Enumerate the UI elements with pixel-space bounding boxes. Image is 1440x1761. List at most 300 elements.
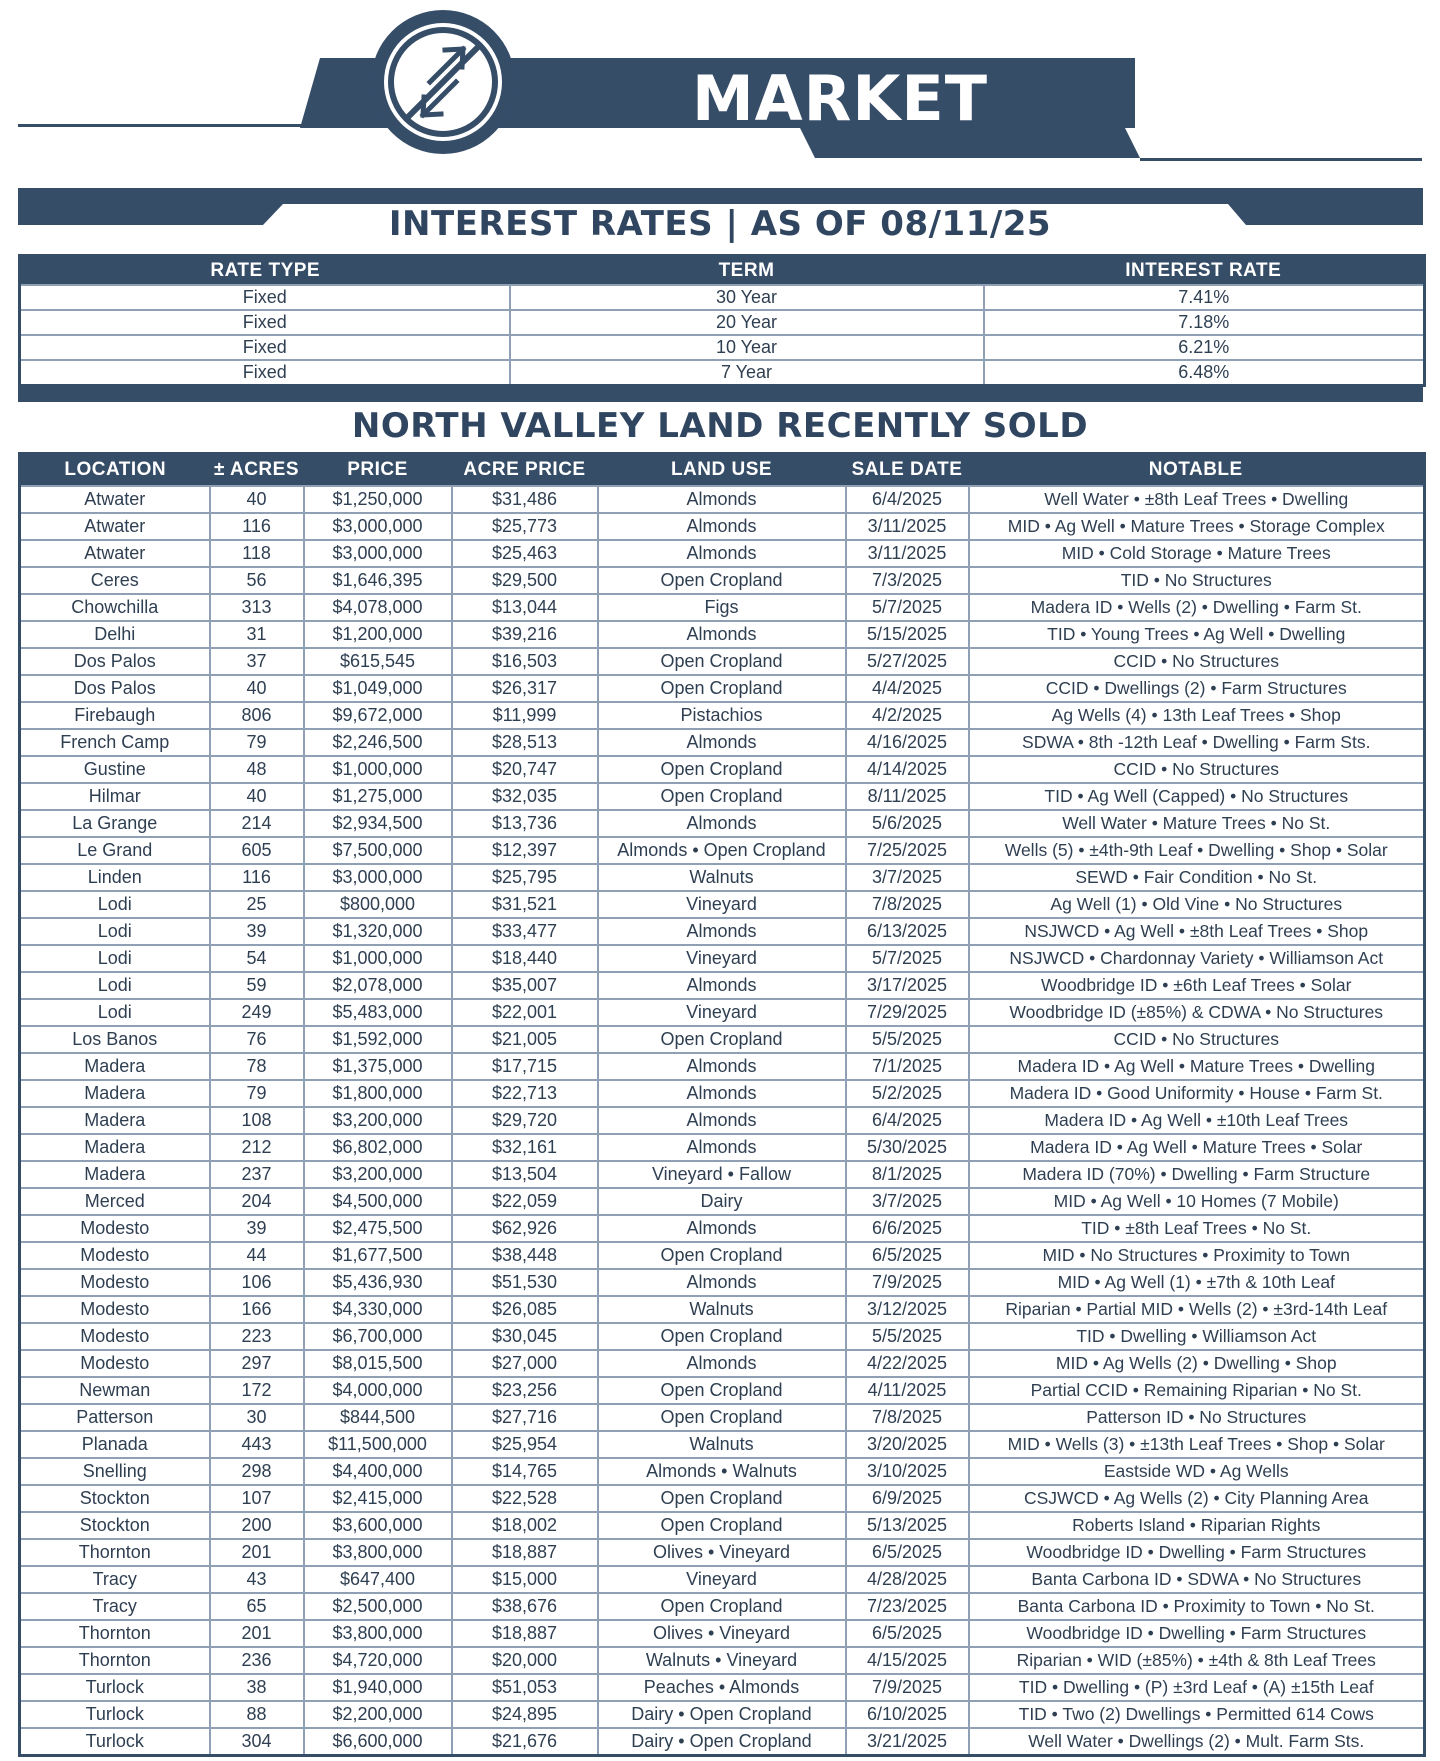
acre-price-cell: $25,795 [452,864,598,891]
interest-rate-cell: 7.18% [984,310,1425,335]
land-use-cell: Almonds [598,810,846,837]
acres-cell: 443 [210,1431,304,1458]
location-cell: Tracy [20,1566,210,1593]
sale-date-cell: 3/7/2025 [846,864,969,891]
sale-date-cell: 6/5/2025 [846,1242,969,1269]
sale-date-cell: 7/9/2025 [846,1674,969,1701]
acres-cell: 223 [210,1323,304,1350]
acre-price-header: ACRE PRICE [452,454,598,487]
location-cell: Atwater [20,513,210,540]
location-cell: Gustine [20,756,210,783]
location-cell: Lodi [20,945,210,972]
price-cell: $3,200,000 [304,1107,452,1134]
acre-price-cell: $26,317 [452,675,598,702]
table-row [20,1620,1425,1647]
acre-price-cell: $22,713 [452,1080,598,1107]
location-cell: Snelling [20,1458,210,1485]
location-cell: Modesto [20,1350,210,1377]
land-use-cell: Open Cropland [598,1323,846,1350]
price-cell: $4,720,000 [304,1647,452,1674]
interest-rate-cell: 7.41% [984,285,1425,310]
notable-cell: Madera ID • Wells (2) • Dwelling • Farm St. [969,594,1425,621]
rate-type-cell: Fixed [20,285,510,310]
price-cell: $3,600,000 [304,1512,452,1539]
location-cell: Atwater [20,540,210,567]
acres-cell: 54 [210,945,304,972]
table-row [20,360,1425,386]
acre-price-cell: $13,504 [452,1161,598,1188]
land-use-cell: Open Cropland [598,1512,846,1539]
location-cell: Delhi [20,621,210,648]
acre-price-cell: $51,053 [452,1674,598,1701]
sale-date-cell: 5/7/2025 [846,594,969,621]
sale-date-cell: 7/1/2025 [846,1053,969,1080]
interest-rate-cell: 6.48% [984,360,1425,386]
table-row [20,1215,1425,1242]
acres-cell: 31 [210,621,304,648]
sale-date-cell: 6/5/2025 [846,1539,969,1566]
table-row [20,1728,1425,1756]
acre-price-cell: $20,747 [452,756,598,783]
location-cell: Madera [20,1134,210,1161]
notable-cell: Riparian • Partial MID • Wells (2) • ±3rd-14th Leaf [969,1296,1425,1323]
sale-date-cell: 5/7/2025 [846,945,969,972]
notable-cell: Ag Well (1) • Old Vine • No Structures [969,891,1425,918]
price-cell: $3,800,000 [304,1620,452,1647]
location-cell: Tracy [20,1593,210,1620]
land-use-cell: Open Cropland [598,1485,846,1512]
price-cell: $3,000,000 [304,540,452,567]
acre-price-cell: $22,528 [452,1485,598,1512]
sale-date-cell: 4/15/2025 [846,1647,969,1674]
acre-price-cell: $32,035 [452,783,598,810]
land-use-cell: Dairy • Open Cropland [598,1728,846,1756]
land-use-cell: Open Cropland [598,567,846,594]
table-row [20,864,1425,891]
acres-cell: 43 [210,1566,304,1593]
land-use-cell: Vineyard [598,999,846,1026]
acres-header: ± ACRES [210,454,304,487]
rates-section-title: INTEREST RATES | AS OF 08/11/25 [388,204,1052,244]
table-row [20,513,1425,540]
acre-price-cell: $23,256 [452,1377,598,1404]
sale-date-cell: 5/2/2025 [846,1080,969,1107]
acres-cell: 39 [210,1215,304,1242]
acres-cell: 201 [210,1620,304,1647]
sale-date-cell: 5/13/2025 [846,1512,969,1539]
acres-cell: 118 [210,540,304,567]
location-cell: Linden [20,864,210,891]
acre-price-cell: $29,500 [452,567,598,594]
table-row [20,1269,1425,1296]
table-row [20,1404,1425,1431]
sale-date-cell: 6/6/2025 [846,1215,969,1242]
sales-section-title: NORTH VALLEY LAND RECENTLY SOLD [0,402,1440,450]
rates-header-row [20,256,1425,286]
acres-cell: 313 [210,594,304,621]
acres-cell: 237 [210,1161,304,1188]
price-cell: $4,400,000 [304,1458,452,1485]
land-use-cell: Almonds [598,540,846,567]
acres-cell: 116 [210,513,304,540]
location-cell: Turlock [20,1674,210,1701]
price-cell: $6,600,000 [304,1728,452,1756]
location-cell: Chowchilla [20,594,210,621]
table-row [20,1026,1425,1053]
acres-cell: 40 [210,783,304,810]
acre-price-cell: $12,397 [452,837,598,864]
table-row [20,891,1425,918]
table-row [20,837,1425,864]
land-use-cell: Figs [598,594,846,621]
price-cell: $9,672,000 [304,702,452,729]
notable-cell: Well Water • ±8th Leaf Trees • Dwelling [969,486,1425,513]
acre-price-cell: $29,720 [452,1107,598,1134]
sale-date-cell: 5/15/2025 [846,621,969,648]
interest-rates-table [18,254,1426,387]
table-row [20,999,1425,1026]
table-row [20,1188,1425,1215]
table-row [20,285,1425,310]
acre-price-cell: $15,000 [452,1566,598,1593]
location-cell: Stockton [20,1512,210,1539]
acre-price-cell: $39,216 [452,621,598,648]
sale-date-header: SALE DATE [846,454,969,487]
acres-cell: 297 [210,1350,304,1377]
notable-cell: CCID • No Structures [969,756,1425,783]
notable-cell: Madera ID • Ag Well • Mature Trees • Dwelling [969,1053,1425,1080]
land-use-cell: Almonds [598,729,846,756]
land-use-cell: Open Cropland [598,1242,846,1269]
notable-cell: Madera ID • Ag Well • Mature Trees • Solar [969,1134,1425,1161]
land-use-cell: Almonds [598,1350,846,1377]
acres-cell: 40 [210,486,304,513]
acre-price-cell: $18,887 [452,1620,598,1647]
price-cell: $4,330,000 [304,1296,452,1323]
land-use-cell: Open Cropland [598,1026,846,1053]
table-row [20,1701,1425,1728]
land-use-cell: Almonds [598,1134,846,1161]
acre-price-cell: $14,765 [452,1458,598,1485]
sale-date-cell: 7/8/2025 [846,891,969,918]
table-row [20,1647,1425,1674]
acre-price-cell: $18,002 [452,1512,598,1539]
acre-price-cell: $21,676 [452,1728,598,1756]
land-use-cell: Almonds [598,486,846,513]
table-row [20,1512,1425,1539]
price-cell: $1,940,000 [304,1674,452,1701]
sale-date-cell: 5/5/2025 [846,1323,969,1350]
location-cell: Turlock [20,1701,210,1728]
land-use-cell: Almonds • Open Cropland [598,837,846,864]
sale-date-cell: 3/11/2025 [846,513,969,540]
sale-date-cell: 7/9/2025 [846,1269,969,1296]
acre-price-cell: $18,887 [452,1539,598,1566]
price-cell: $1,275,000 [304,783,452,810]
sale-date-cell: 7/8/2025 [846,1404,969,1431]
location-header: LOCATION [20,454,210,487]
acres-cell: 107 [210,1485,304,1512]
notable-cell: SEWD • Fair Condition • No St. [969,864,1425,891]
acre-price-cell: $27,000 [452,1350,598,1377]
price-cell: $7,500,000 [304,837,452,864]
acre-price-cell: $35,007 [452,972,598,999]
price-cell: $3,800,000 [304,1539,452,1566]
table-row [20,1161,1425,1188]
page-title: MARKET [691,62,989,135]
acre-price-cell: $62,926 [452,1215,598,1242]
location-cell: Firebaugh [20,702,210,729]
location-cell: Stockton [20,1485,210,1512]
table-row [20,1134,1425,1161]
sale-date-cell: 3/17/2025 [846,972,969,999]
interest-rate-cell: 6.21% [984,335,1425,360]
location-cell: Madera [20,1161,210,1188]
sale-date-cell: 6/10/2025 [846,1701,969,1728]
acres-cell: 214 [210,810,304,837]
notable-cell: MID • Ag Well • 10 Homes (7 Mobile) [969,1188,1425,1215]
notable-cell: TID • ±8th Leaf Trees • No St. [969,1215,1425,1242]
rate-type-cell: Fixed [20,310,510,335]
acres-cell: 201 [210,1539,304,1566]
sale-date-cell: 7/29/2025 [846,999,969,1026]
table-row [20,783,1425,810]
sale-date-cell: 5/6/2025 [846,810,969,837]
land-use-cell: Vineyard [598,945,846,972]
notable-cell: Madera ID • Good Uniformity • House • Farm St. [969,1080,1425,1107]
acre-price-cell: $22,001 [452,999,598,1026]
sale-date-cell: 5/5/2025 [846,1026,969,1053]
acres-cell: 200 [210,1512,304,1539]
sale-date-cell: 6/4/2025 [846,486,969,513]
location-cell: French Camp [20,729,210,756]
acres-cell: 204 [210,1188,304,1215]
notable-cell: Woodbridge ID • Dwelling • Farm Structures [969,1539,1425,1566]
location-cell: Los Banos [20,1026,210,1053]
notable-cell: Well Water • Mature Trees • No St. [969,810,1425,837]
price-cell: $2,934,500 [304,810,452,837]
rate-type-cell: Fixed [20,360,510,386]
sale-date-cell: 4/11/2025 [846,1377,969,1404]
land-use-cell: Vineyard [598,891,846,918]
table-row [20,918,1425,945]
acre-price-cell: $27,716 [452,1404,598,1431]
location-cell: Planada [20,1431,210,1458]
term-cell: 7 Year [510,360,984,386]
location-cell: La Grange [20,810,210,837]
term-cell: 10 Year [510,335,984,360]
land-use-cell: Open Cropland [598,756,846,783]
notable-cell: Woodbridge ID • ±6th Leaf Trees • Solar [969,972,1425,999]
land-use-cell: Dairy • Open Cropland [598,1701,846,1728]
acre-price-cell: $32,161 [452,1134,598,1161]
interest-rate-header: INTEREST RATE [984,256,1425,286]
acre-price-cell: $38,448 [452,1242,598,1269]
acres-cell: 65 [210,1593,304,1620]
land-use-cell: Walnuts • Vineyard [598,1647,846,1674]
price-cell: $1,800,000 [304,1080,452,1107]
table-row [20,1674,1425,1701]
table-row [20,972,1425,999]
price-cell: $6,700,000 [304,1323,452,1350]
price-cell: $4,000,000 [304,1377,452,1404]
term-header: TERM [510,256,984,286]
sale-date-cell: 8/1/2025 [846,1161,969,1188]
location-cell: Merced [20,1188,210,1215]
acres-cell: 30 [210,1404,304,1431]
notable-cell: CCID • No Structures [969,648,1425,675]
sale-date-cell: 4/16/2025 [846,729,969,756]
sale-date-cell: 4/28/2025 [846,1566,969,1593]
notable-cell: CCID • No Structures [969,1026,1425,1053]
price-cell: $1,592,000 [304,1026,452,1053]
notable-cell: Woodbridge ID (±85%) & CDWA • No Structures [969,999,1425,1026]
land-use-cell: Almonds [598,1080,846,1107]
acre-price-cell: $38,676 [452,1593,598,1620]
price-cell: $647,400 [304,1566,452,1593]
price-cell: $2,078,000 [304,972,452,999]
sale-date-cell: 4/22/2025 [846,1350,969,1377]
table-row [20,1377,1425,1404]
price-cell: $2,500,000 [304,1593,452,1620]
notable-cell: Eastside WD • Ag Wells [969,1458,1425,1485]
price-header: PRICE [304,454,452,487]
table-row [20,1242,1425,1269]
price-cell: $800,000 [304,891,452,918]
notable-cell: TID • No Structures [969,567,1425,594]
acre-price-cell: $25,463 [452,540,598,567]
sale-date-cell: 3/7/2025 [846,1188,969,1215]
location-cell: Lodi [20,891,210,918]
land-sales-table [18,452,1426,1757]
sale-date-cell: 3/20/2025 [846,1431,969,1458]
table-row [20,1458,1425,1485]
price-cell: $6,802,000 [304,1134,452,1161]
acres-cell: 298 [210,1458,304,1485]
land-use-cell: Peaches • Almonds [598,1674,846,1701]
sale-date-cell: 6/4/2025 [846,1107,969,1134]
price-cell: $1,250,000 [304,486,452,513]
sale-date-cell: 8/11/2025 [846,783,969,810]
land-use-cell: Open Cropland [598,783,846,810]
land-use-cell: Open Cropland [598,1404,846,1431]
land-use-cell: Open Cropland [598,648,846,675]
acres-cell: 249 [210,999,304,1026]
notable-cell: MID • Ag Well (1) • ±7th & 10th Leaf [969,1269,1425,1296]
land-use-cell: Almonds • Walnuts [598,1458,846,1485]
acre-price-cell: $22,059 [452,1188,598,1215]
land-use-cell: Almonds [598,621,846,648]
term-cell: 30 Year [510,285,984,310]
location-cell: Modesto [20,1269,210,1296]
notable-cell: MID • Cold Storage • Mature Trees [969,540,1425,567]
acres-cell: 56 [210,567,304,594]
price-cell: $1,200,000 [304,621,452,648]
price-cell: $2,475,500 [304,1215,452,1242]
land-use-cell: Almonds [598,1053,846,1080]
price-cell: $1,000,000 [304,945,452,972]
location-cell: Thornton [20,1647,210,1674]
table-row [20,702,1425,729]
land-use-cell: Open Cropland [598,1377,846,1404]
location-cell: Madera [20,1107,210,1134]
sale-date-cell: 3/12/2025 [846,1296,969,1323]
table-row [20,1350,1425,1377]
notable-cell: Riparian • WID (±85%) • ±4th & 8th Leaf Trees [969,1647,1425,1674]
acre-price-cell: $33,477 [452,918,598,945]
table-row [20,945,1425,972]
table-row [20,1080,1425,1107]
price-cell: $2,415,000 [304,1485,452,1512]
notable-cell: CCID • Dwellings (2) • Farm Structures [969,675,1425,702]
price-cell: $2,200,000 [304,1701,452,1728]
location-cell: Lodi [20,972,210,999]
land-use-cell: Walnuts [598,1296,846,1323]
acre-price-cell: $31,486 [452,486,598,513]
sale-date-cell: 4/14/2025 [846,756,969,783]
acre-price-cell: $21,005 [452,1026,598,1053]
land-use-cell: Almonds [598,1269,846,1296]
location-cell: Atwater [20,486,210,513]
location-cell: Modesto [20,1296,210,1323]
acre-price-cell: $16,503 [452,648,598,675]
notable-cell: NSJWCD • Ag Well • ±8th Leaf Trees • Shop [969,918,1425,945]
acre-price-cell: $25,773 [452,513,598,540]
notable-cell: TID • Dwelling • Williamson Act [969,1323,1425,1350]
price-cell: $3,000,000 [304,513,452,540]
land-use-cell: Olives • Vineyard [598,1539,846,1566]
acres-cell: 44 [210,1242,304,1269]
acres-cell: 79 [210,1080,304,1107]
notable-cell: Madera ID • Ag Well • ±10th Leaf Trees [969,1107,1425,1134]
sale-date-cell: 3/10/2025 [846,1458,969,1485]
acre-price-cell: $13,736 [452,810,598,837]
location-cell: Lodi [20,999,210,1026]
notable-header: NOTABLE [969,454,1425,487]
location-cell: Lodi [20,918,210,945]
land-use-cell: Open Cropland [598,675,846,702]
acre-price-cell: $51,530 [452,1269,598,1296]
location-cell: Madera [20,1053,210,1080]
land-use-cell: Almonds [598,513,846,540]
table-row [20,756,1425,783]
notable-cell: NSJWCD • Chardonnay Variety • Williamson Act [969,945,1425,972]
acres-cell: 39 [210,918,304,945]
price-cell: $1,049,000 [304,675,452,702]
price-cell: $5,436,930 [304,1269,452,1296]
sale-date-cell: 3/11/2025 [846,540,969,567]
acre-price-cell: $20,000 [452,1647,598,1674]
acre-price-cell: $31,521 [452,891,598,918]
notable-cell: SDWA • 8th -12th Leaf • Dwelling • Farm Sts. [969,729,1425,756]
notable-cell: TID • Two (2) Dwellings • Permitted 614 Cows [969,1701,1425,1728]
land-use-cell: Vineyard • Fallow [598,1161,846,1188]
location-cell: Thornton [20,1620,210,1647]
notable-cell: MID • Wells (3) • ±13th Leaf Trees • Shop • Solar [969,1431,1425,1458]
location-cell: Modesto [20,1242,210,1269]
notable-cell: TID • Young Trees • Ag Well • Dwelling [969,621,1425,648]
acre-price-cell: $28,513 [452,729,598,756]
table-row [20,540,1425,567]
table-row [20,1593,1425,1620]
table-row [20,1566,1425,1593]
acres-cell: 605 [210,837,304,864]
acres-cell: 108 [210,1107,304,1134]
table-row [20,1296,1425,1323]
table-row [20,675,1425,702]
location-cell: Newman [20,1377,210,1404]
notable-cell: MID • No Structures • Proximity to Town [969,1242,1425,1269]
